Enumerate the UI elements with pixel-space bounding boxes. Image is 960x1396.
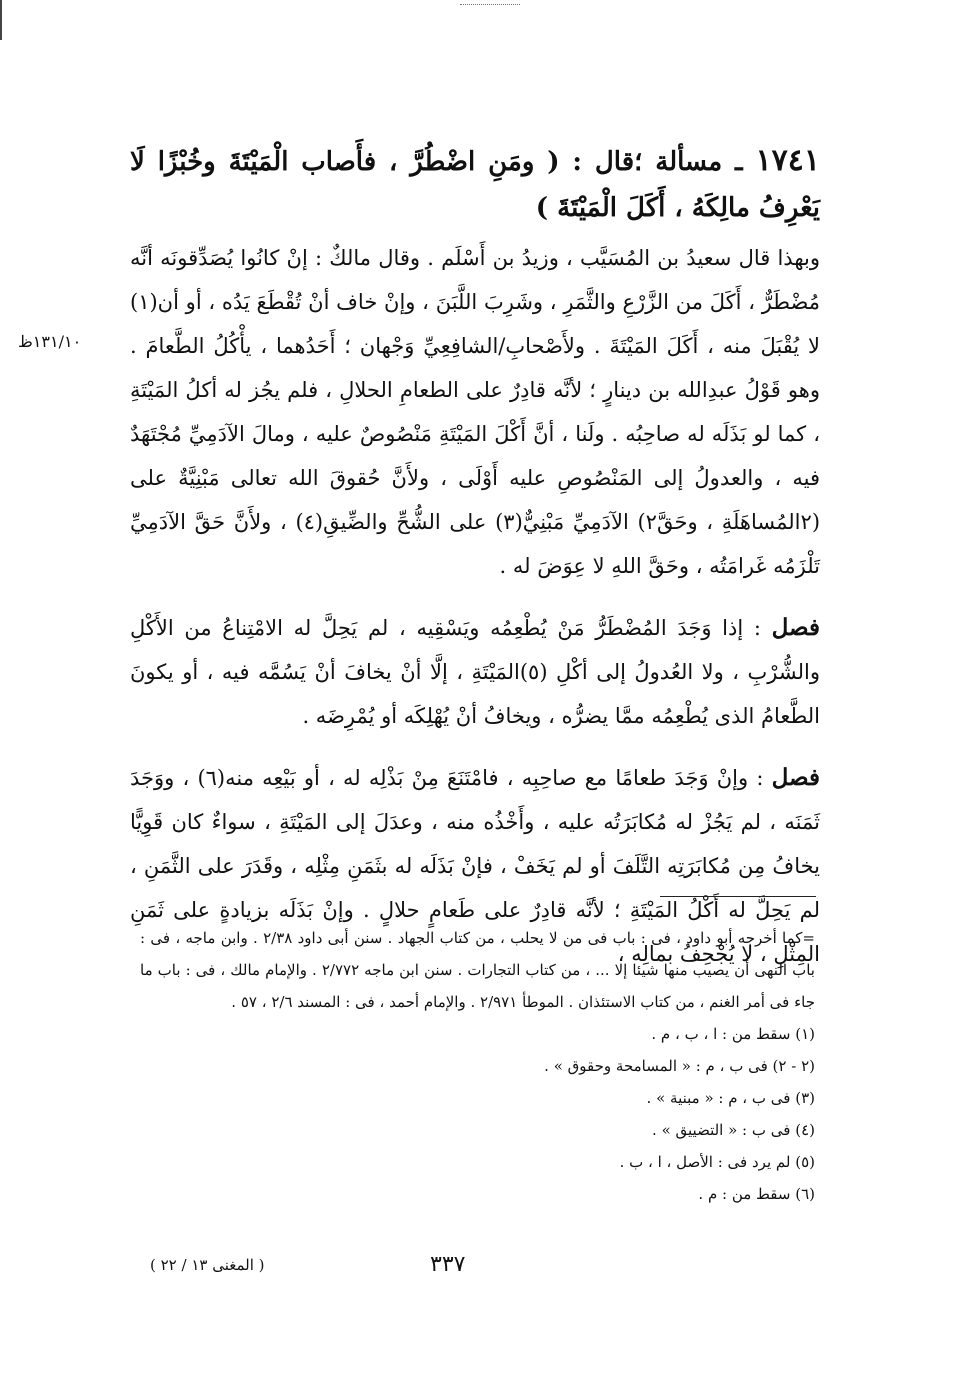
- footnotes: [140, 922, 815, 1210]
- issue-heading: [130, 138, 820, 231]
- page-edge-mark: [0, 0, 2, 40]
- fasl-label: فصل: [771, 614, 820, 641]
- issue-number: ١٧٤١: [755, 143, 820, 178]
- page-number: ٣٣٧: [430, 1252, 466, 1277]
- footnote: (٤) فى ب : « التضييق » .: [652, 1121, 815, 1139]
- footnote-divider: [660, 896, 816, 897]
- fasl-text: : وإنْ وَجَدَ طعامًا مع صاحِبِه ، فامْتَنَعَ مِنْ بَذْلِه له ، أو بَيْعِه منه(٦) ، ووَجَدَ ثَمَنَه ، لم يَجُزْ له مُكابَرَتُه عليه ، وأَخْذُه منه ، وعدَلَ إلى المَيْتَةِ ، سواءٌ كان قَوِيًّا يخافُ مِن مُكابَرَتِه التَّلَفَ أو لم يَخَفْ ، فإنْ بَذَلَه له بثَمَنِ مِثْلِه ، وقَدَرَ على الثَّمَنِ ، لم يَحِلَّ له أَكْلُ المَيْتَةِ ؛ لأنَّه قادِرٌ على طَعامٍ حلالٍ . وإنْ بَذَلَه بزيادةٍ على ثَمَنِ المِثْلِ ، لا يُجْحِفُ بمالِه ،: [130, 766, 820, 966]
- paragraph-1: وبهذا قال سعيدُ بن المُسَيَّب ، وزيدُ بن أَسْلَم . وقال مالكٌ : إنْ كانُوا يُصَدِّقونَه أنَّه مُضْطَرٌّ ، أَكَلَ من الزَّرْعِ والثَّمَرِ ، وشَرِبَ اللَّبَنَ ، وإنْ خاف أنْ تُقْطَعَ يَدُه ، أو أن(١) لا يُقْبَلَ منه ، أَكَلَ المَيْتَةَ . ولأَصْحابِ/الشافِعِيِّ وَجْهان ؛ أَحَدُهما ، يأْكُلُ الطَّعامَ . وهو قَوْلُ عبدِالله بن دينارٍ ؛ لأنَّه قادِرٌ على الطعامِ الحلالِ ، فلم يجُز له أكلُ المَيْتَةِ ، كما لو بَذَلَه له صاحِبُه . ولَنا ، أنَّ أَكْلَ المَيْتَةِ مَنْصُوصٌ عليه ، ومالَ الآدَمِيِّ مُجْتَهَدٌ فيه ، والعدولُ إلى المَنْصُوصِ عليه أَوْلَى ، ولأَنَّ حُقوقَ الله تعالى مَبْنِيَّةٌ على (٢المُساهَلَةِ ، وحَقَّ٢) الآدَمِيِّ مَبْنِيٌّ(٣) على الشُّحِّ والضِّيقِ(٤) ، ولأَنَّ حَقَّ الآدَمِيِّ تَلْزَمُه غَرامَتُه ، وحَقَّ اللهِ لا عِوَضَ له .: [130, 246, 821, 578]
- fasl-label: فصل: [771, 764, 820, 791]
- main-body: [130, 236, 820, 994]
- footnote-continuation: =كما أخرجه أبو داود ، فى : باب فى من لا يحلب ، من كتاب الجهاد . سنن أبى داود ٢/٣٨ . وابن ماجه ، فى : باب النهى أن يصيب منها شيئا إلا ... ، من كتاب التجارات . سنن ابن ماجه ٢/٧٧٢ . والإمام مالك ، فى : باب ما جاء فى أمر الغنم ، من كتاب الاستئذان . الموطأ ٢/٩٧١ . والإمام أحمد ، فى : المسند ٢/٦ ، ٥٧ .: [140, 929, 815, 1011]
- volume-signature: ( المغنى ١٣ / ٢٢ ): [150, 1256, 265, 1274]
- top-margin-dots: [460, 4, 520, 7]
- paragraph-fasl-1: [130, 606, 820, 738]
- footnote: (٥) لم يرد فى : الأصل ، ا ، ب .: [619, 1153, 815, 1171]
- manuscript-folio-marker: ١٣١/١٠ظ: [18, 332, 82, 351]
- footnote: (٦) سقط من : م .: [698, 1185, 815, 1203]
- footnote: (٣) فى ب ، م : « مبنية » .: [646, 1089, 815, 1107]
- fasl-text: : إذا وَجَدَ المُضْطَرُّ مَنْ يُطْعِمُه ويَسْقِيه ، لم يَحِلَّ له الامْتِناعُ من الأَكْلِ والشُّرْبِ ، ولا العُدولُ إلى أكْلِ (٥)المَيْتَةِ ، إلَّا أنْ يخافَ أنْ يَسُمَّه فيه ، أو يكونَ الطَّعامُ الذى يُطْعِمُه ممَّا يضرُّه ، ويخافُ أنْ يُهْلِكَه أو يُمْرِضَه .: [130, 616, 820, 728]
- footnote: (٢ - ٢) فى ب ، م : « المسامحة وحقوق » .: [544, 1057, 815, 1075]
- issue-heading-text: ـ مسألة ؛قال : ( ومَنِ اضْطُرَّ ، فأَصاب الْمَيْتَةَ وخُبْزًا لَا يَعْرِفُ مالِكَهُ ، أَكَلَ الْمَيْتَةَ ): [130, 147, 820, 223]
- footnote: (١) سقط من : ا ، ب ، م .: [651, 1025, 815, 1043]
